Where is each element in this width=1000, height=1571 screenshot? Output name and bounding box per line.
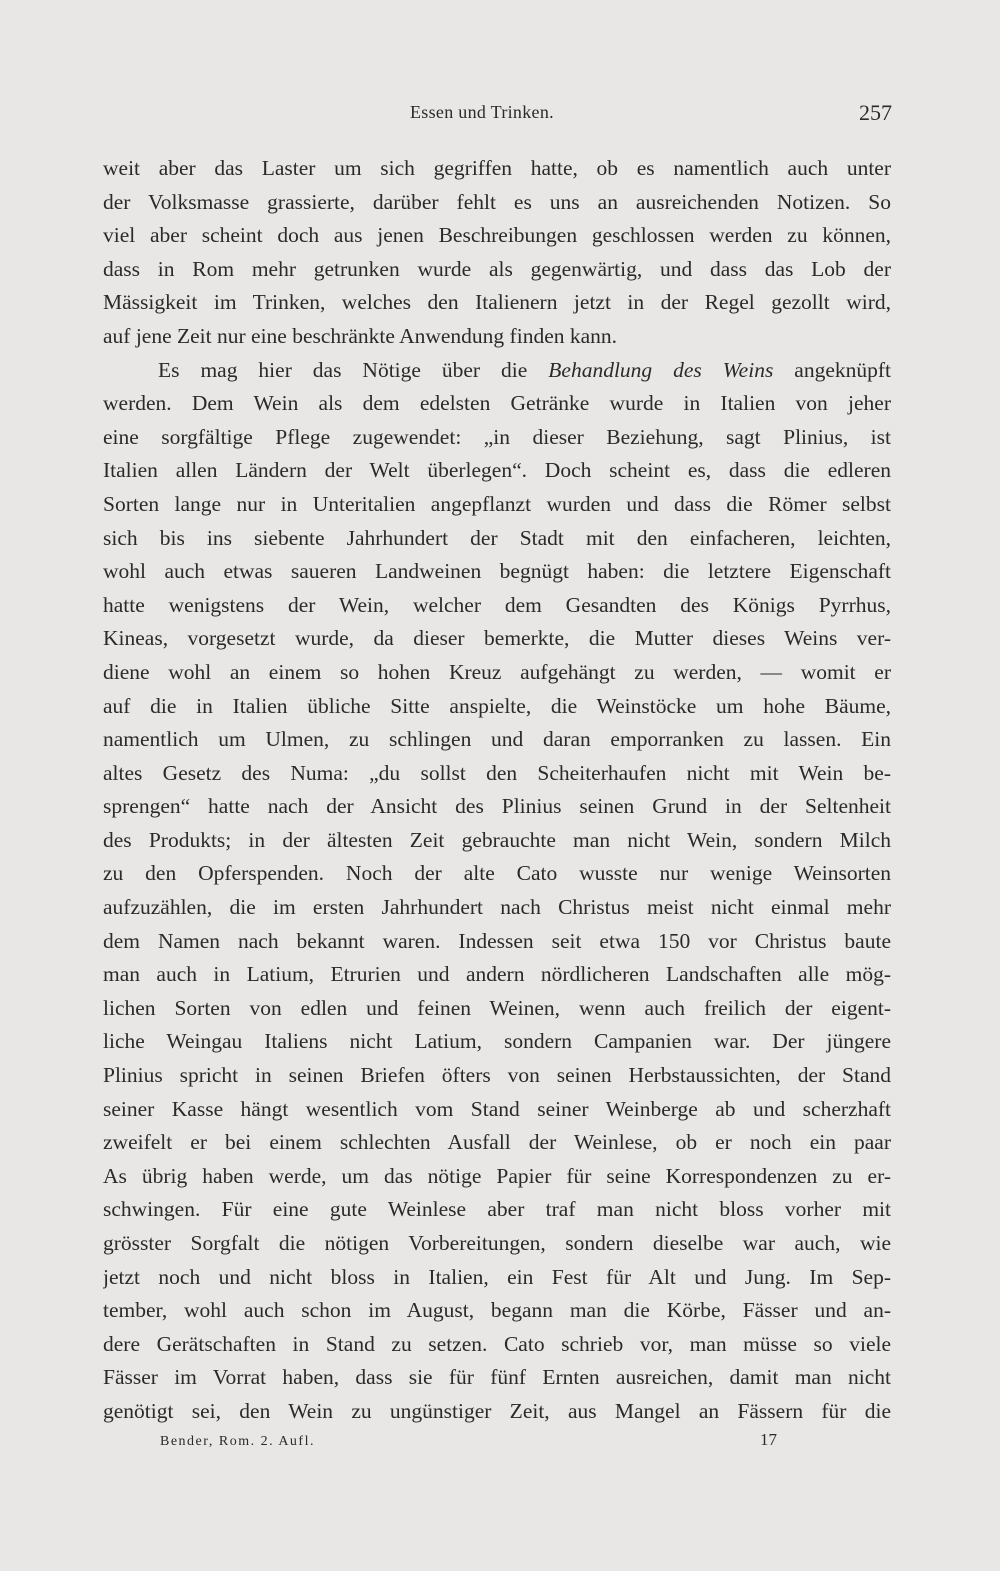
text-line: dem Namen nach bekannt waren. Indessen seit etwa 150 vor Christus baute (103, 928, 891, 953)
text-line: grösster Sorgfalt die nötigen Vorbereitungen, sondern dieselbe war auch, wie (103, 1231, 891, 1255)
text-line: genötigt sei, den Wein zu ungünstiger Zeit, aus Mangel an Fässern für die (103, 1398, 891, 1423)
text-line: Italien allen Ländern der Welt überlegen“. Doch scheint es, dass die edleren (103, 458, 891, 483)
text-line: auf die in Italien übliche Sitte anspielte, die Weinstöcke um hohe Bäume, (103, 693, 891, 718)
text-line: namentlich um Ulmen, zu schlingen und daran emporranken zu lassen. Ein (103, 727, 891, 752)
text-line: Fässer im Vorrat haben, dass sie für fünf Ernten ausreichen, damit man nicht (103, 1365, 891, 1390)
text-line: sprengen“ hatte nach der Ansicht des Plinius seinen Grund in der Seltenheit (103, 794, 891, 819)
text-line: Sorten lange nur in Unteritalien angepflanzt wurden und dass die Römer selbst (103, 491, 891, 516)
text-line: werden. Dem Wein als dem edelsten Getränke wurde in Italien von jeher (103, 391, 891, 416)
sheet-number: 17 (760, 1430, 777, 1449)
text-line: tember, wohl auch schon im August, begann man die Körbe, Fässer und an- (103, 1298, 891, 1323)
text-line (103, 354, 891, 388)
text-line: As übrig haben werde, um das nötige Papier für seine Korrespondenzen zu er- (103, 1163, 891, 1188)
page-footer (0, 1430, 1000, 1460)
text-line: lichen Sorten von edlen und feinen Weinen, wenn auch freilich der eigent- (103, 995, 891, 1020)
text-line: sich bis ins siebente Jahrhundert der Stadt mit den einfacheren, leichten, (103, 525, 891, 550)
text-line: dass in Rom mehr getrunken wurde als gegenwärtig, und dass das Lob der (103, 256, 891, 281)
text-line: dere Gerätschaften in Stand zu setzen. Cato schrieb vor, man müsse so viele (103, 1331, 891, 1356)
text-span: Es mag hier das Nötige über die (158, 357, 549, 382)
text-line: der Volksmasse grassierte, darüber fehlt es uns an ausreichenden Notizen. So (103, 189, 891, 214)
text-line: Plinius spricht in seinen Briefen öfters von seinen Herbstaussichten, der Stand (103, 1063, 891, 1088)
text-line: eine sorgfältige Pflege zugewendet: „in dieser Beziehung, sagt Plinius, ist (103, 424, 891, 449)
text-line: wohl auch etwas saueren Landweinen begnügt haben: die letztere Eigenschaft (103, 559, 891, 584)
text-line: weit aber das Laster um sich gegriffen hatte, ob es namentlich auch unter (103, 156, 891, 180)
page-number: 257 (859, 100, 892, 125)
text-line: hatte wenigstens der Wein, welcher dem Gesandten des Königs Pyrrhus, (103, 592, 891, 617)
text-span: angeknüpft (773, 357, 891, 382)
text-line: jetzt noch und nicht bloss in Italien, ein Fest für Alt und Jung. Im Sep- (103, 1264, 891, 1289)
emphasis-text: Behandlung des Weins (548, 357, 774, 382)
text-line: zu den Opferspenden. Noch der alte Cato wusste nur wenige Weinsorten (103, 861, 891, 886)
text-line: diene wohl an einem so hohen Kreuz aufgehängt zu werden, — womit er (103, 659, 891, 684)
text-line: des Produkts; in der ältesten Zeit gebrauchte man nicht Wein, sondern Milch (103, 827, 891, 852)
text-line: Kineas, vorgesetzt wurde, da dieser bemerkte, die Mutter dieses Weins ver- (103, 626, 891, 651)
text-line: seiner Kasse hängt wesentlich vom Stand seiner Weinberge ab und scherzhaft (103, 1096, 891, 1121)
text-line: viel aber scheint doch aus jenen Beschreibungen geschlossen werden zu können, (103, 223, 891, 248)
text-line: altes Gesetz des Numa: „du sollst den Scheiterhaufen nicht mit Wein be- (103, 760, 891, 785)
body-text (103, 152, 891, 1429)
running-head (0, 100, 1000, 130)
text-line: zweifelt er bei einem schlechten Ausfall der Weinlese, ob er noch ein paar (103, 1130, 891, 1155)
text-line: schwingen. Für eine gute Weinlese aber traf man nicht bloss vorher mit (103, 1197, 891, 1222)
running-title: Essen und Trinken. (410, 102, 554, 122)
text-line: Mässigkeit im Trinken, welches den Italienern jetzt in der Regel gezollt wird, (103, 290, 891, 315)
text-line: auf jene Zeit nur eine beschränkte Anwendung finden kann. (103, 323, 618, 348)
text-line: liche Weingau Italiens nicht Latium, sondern Campanien war. Der jüngere (103, 1029, 891, 1054)
printer-signature: Bender, Rom. 2. Aufl. (160, 1434, 315, 1449)
text-line: man auch in Latium, Etrurien und andern nördlicheren Landschaften alle mög- (103, 962, 891, 987)
text-line: aufzuzählen, die im ersten Jahrhundert nach Christus meist nicht einmal mehr (103, 895, 891, 920)
